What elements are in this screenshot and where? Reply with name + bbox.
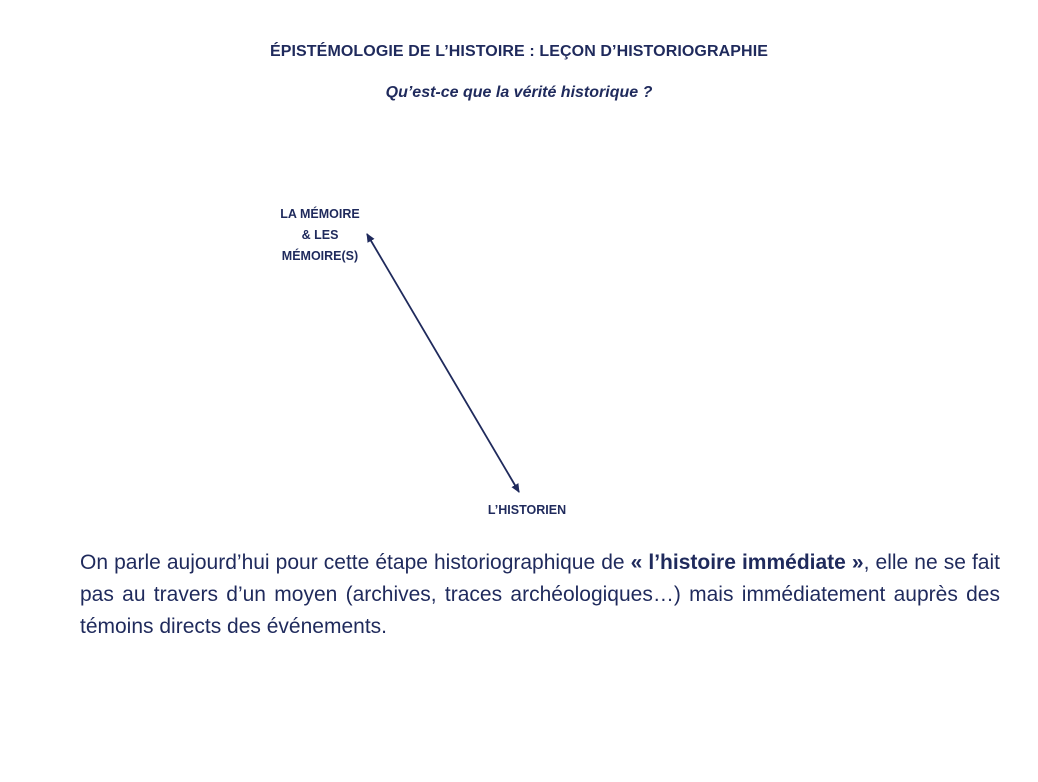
node-memoire-line-3: MÉMOIRE(S) [281,249,359,263]
page-subtitle: Qu’est-ce que la vérité historique ? [385,84,653,101]
page-title: ÉPISTÉMOLOGIE DE L’HISTOIRE : LEÇON D’HISTORIOGRAPHIE [269,43,769,60]
node-memoire-label [260,204,380,267]
node-memoire-line-1: LA MÉMOIRE [280,207,360,221]
double-arrow-connector [367,234,519,492]
body-text-before: On parle aujourd’hui pour cette étape historiographique de [80,551,631,574]
body-emphasis: « l’histoire immédiate » [630,551,864,574]
node-historien-label: L’HISTORIEN [487,503,567,517]
body-text-after: , elle ne se fait pas au travers d’un moyen (archives, traces archéologiques…) mais immédiatement auprès des témoins directs des événements. [80,551,1000,638]
body-paragraph [80,547,1000,643]
node-memoire-line-2: & LES [301,228,339,242]
